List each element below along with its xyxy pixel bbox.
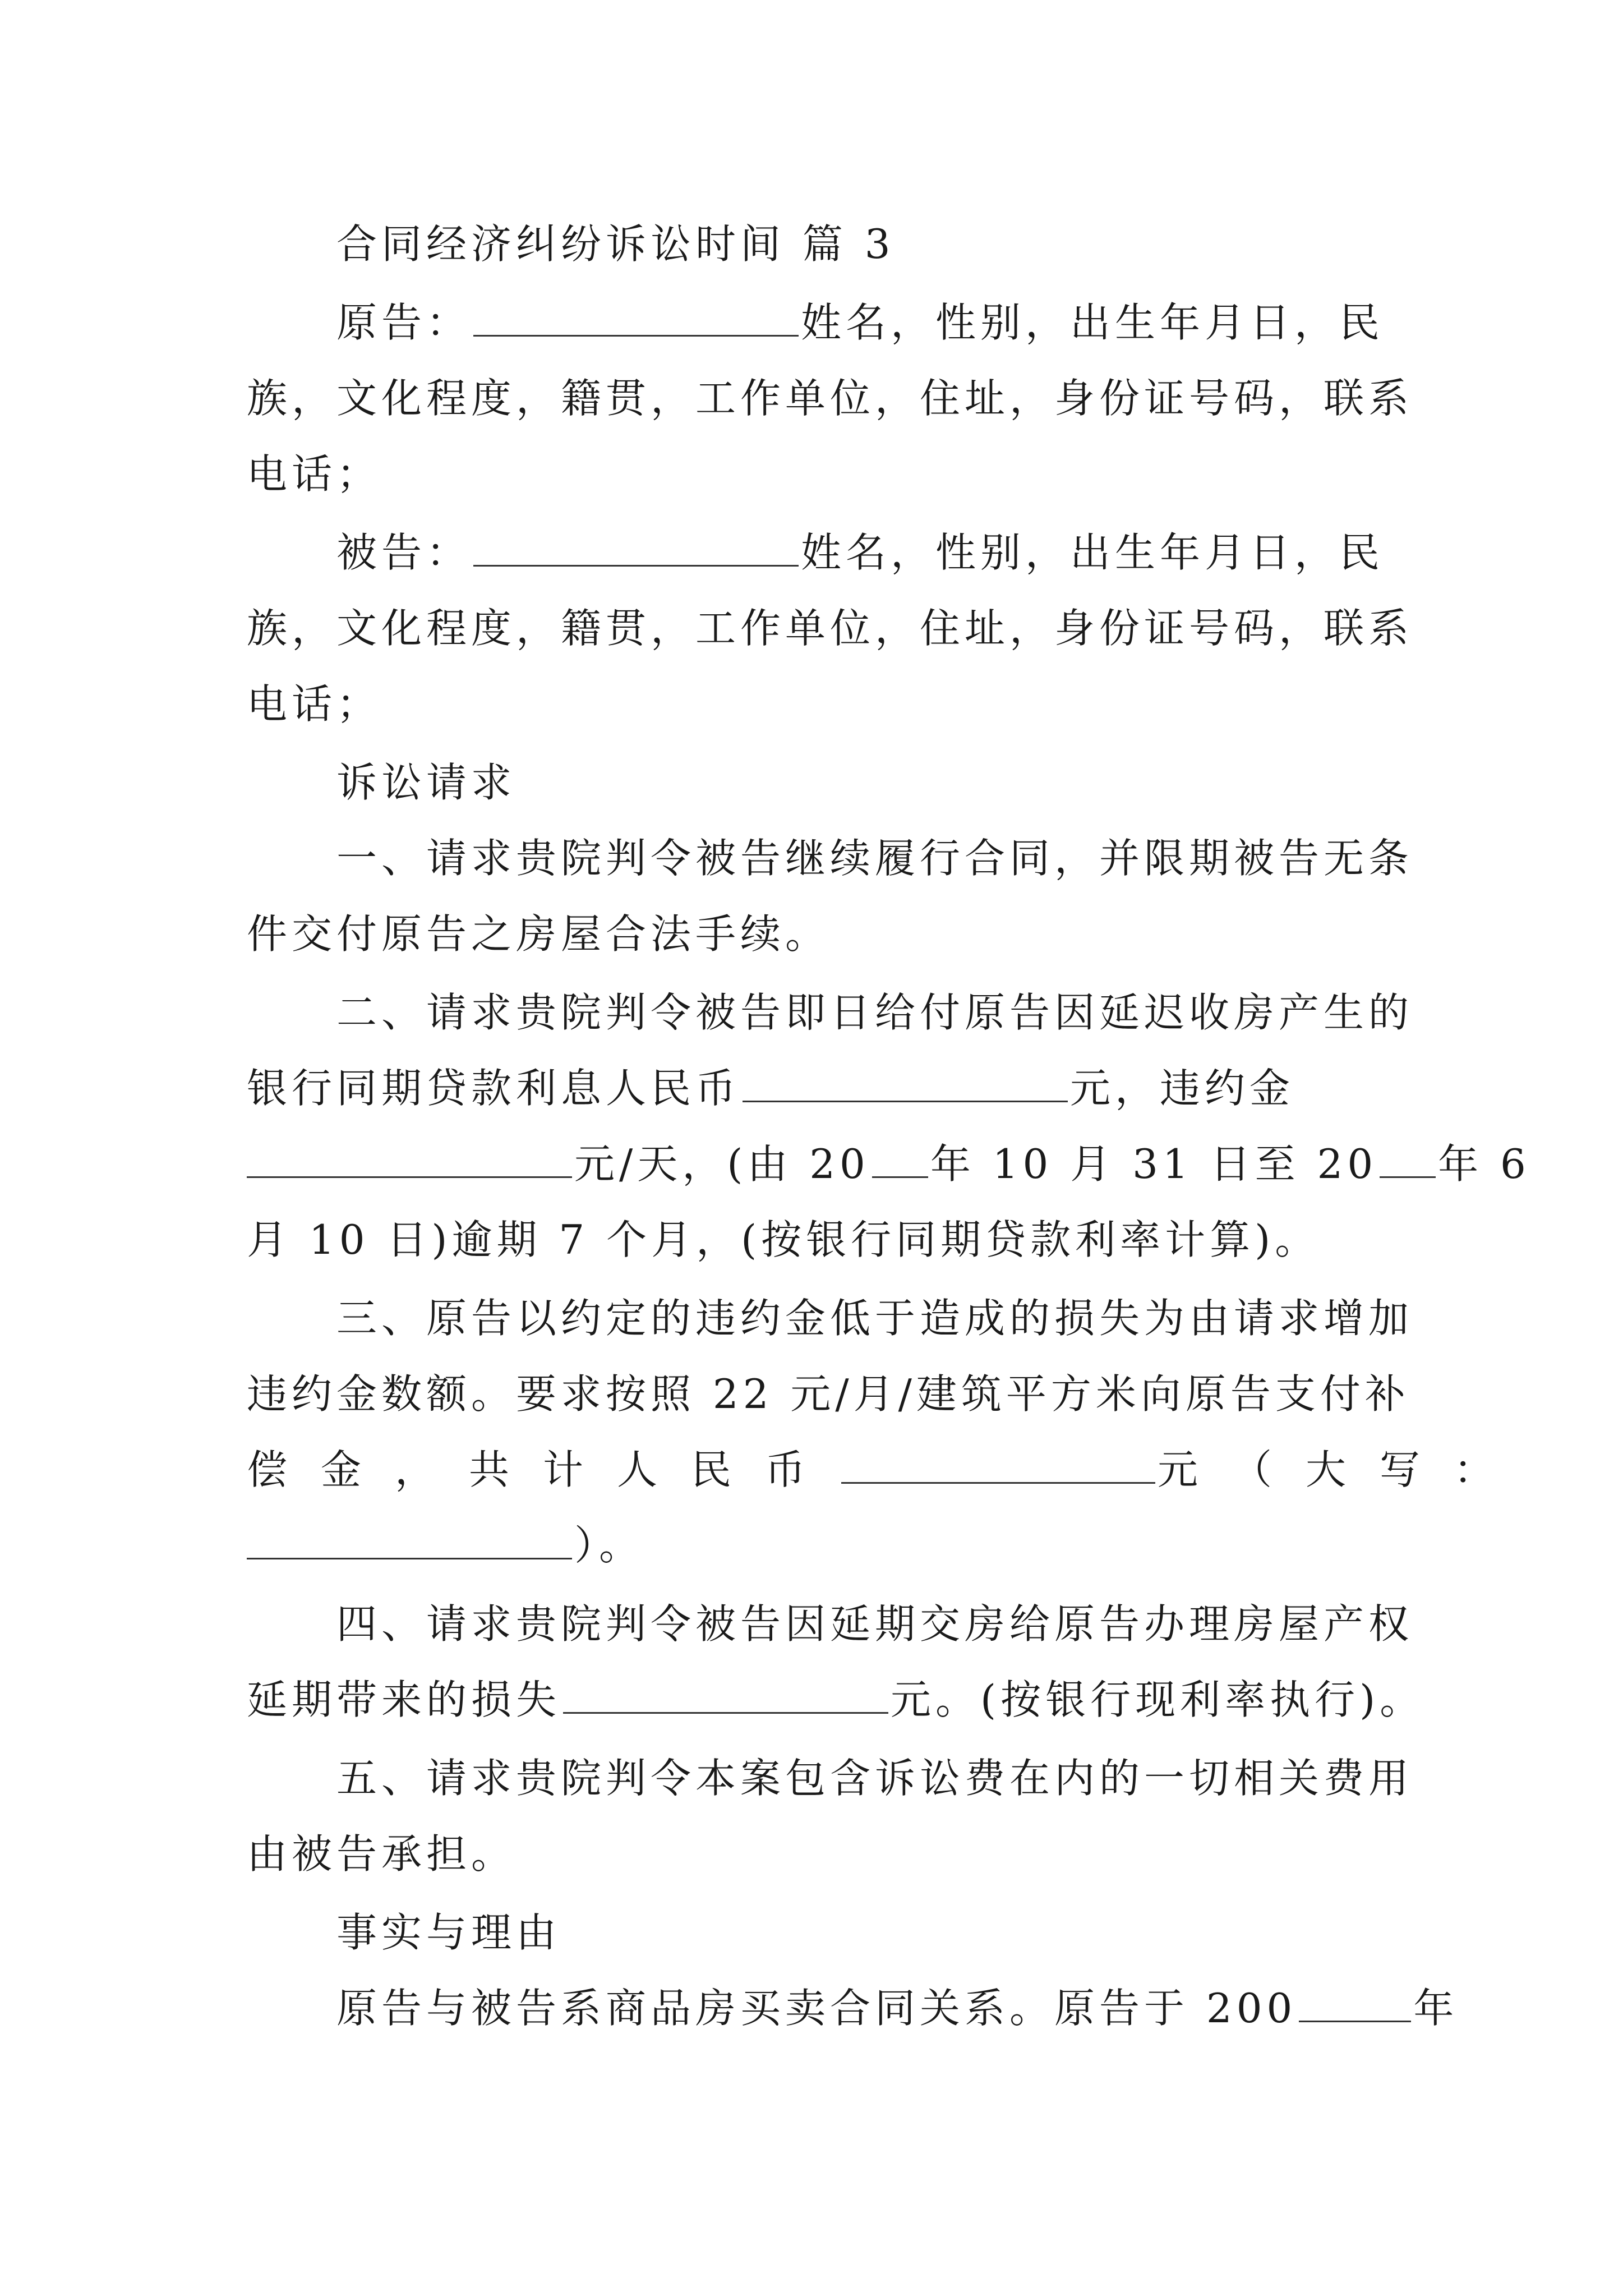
compensation-amount-blank[interactable]: [841, 1446, 1155, 1484]
interest-amount-blank[interactable]: [743, 1065, 1068, 1102]
defendant-label: 被告：: [336, 529, 472, 576]
facts-line-1-text-a: 原告与被告系商品房买卖合同关系。原告于 200: [336, 1985, 1297, 2032]
claim-3-line-4: [247, 1517, 1380, 1573]
claim-5-line-1: 五、请求贵院判令本案包含诉讼费在内的一切相关费用: [336, 1755, 1414, 1802]
claim-3-line-1: 三、原告以约定的违约金低于造成的损失为由请求增加: [336, 1295, 1414, 1342]
plaintiff-line-1-text: 姓名，性别，出生年月日，民: [801, 299, 1385, 346]
claim-1-line-2: 件交付原告之房屋合法手续。: [247, 910, 831, 958]
plaintiff-line-3: 电话；: [247, 450, 382, 498]
claim-3-line-3-text-a: 偿金，共计人民币: [247, 1446, 840, 1493]
claim-4-line-2-text-a: 延期带来的损失: [247, 1676, 561, 1723]
claim-2-line-3-text-b: 年 10 月 31 日至 20: [930, 1140, 1378, 1188]
loss-amount-blank[interactable]: [563, 1676, 888, 1714]
compensation-capital-blank[interactable]: [247, 1522, 572, 1559]
claim-2-line-3-text-c: 年 6: [1438, 1140, 1530, 1188]
claim-4-line-2: [247, 1672, 1425, 1728]
claim-2-line-3-text-a: 元/天，(由 20: [574, 1140, 870, 1188]
claim-2-line-1: 二、请求贵院判令被告即日给付原告因延迟收房产生的: [336, 989, 1414, 1036]
claim-3-line-4-text: ）。: [574, 1522, 644, 1569]
facts-line-1: [336, 1980, 1459, 2036]
start-year-blank[interactable]: [872, 1140, 928, 1178]
claim-3-line-3-text-b: 元（大写：: [1158, 1446, 1528, 1493]
defendant-line-3: 电话；: [247, 680, 382, 728]
claims-heading: 诉讼请求: [336, 759, 517, 806]
plaintiff-line-2: 族，文化程度，籍贯，工作单位，住址，身份证号码，联系: [247, 375, 1414, 422]
facts-heading: 事实与理由: [336, 1909, 561, 1956]
defendant-line-1: [336, 524, 1385, 581]
claim-2-line-2-text-b: 元，违约金: [1070, 1065, 1295, 1112]
facts-line-1-text-b: 年: [1413, 1985, 1459, 2032]
claim-2-line-4: 月 10 日)逾期 7 个月，(按银行同期贷款利率计算)。: [247, 1216, 1320, 1263]
plaintiff-line-1: [336, 295, 1385, 351]
penalty-per-day-blank[interactable]: [247, 1140, 572, 1178]
document-title: 合同经济纠纷诉讼时间 篇 3: [336, 220, 895, 268]
claim-2-line-2-text-a: 银行同期贷款利息人民币: [247, 1065, 741, 1112]
defendant-line-2: 族，文化程度，籍贯，工作单位，住址，身份证号码，联系: [247, 605, 1414, 652]
purchase-year-blank[interactable]: [1299, 1985, 1411, 2022]
claim-2-line-3: [247, 1136, 1530, 1192]
claim-5-line-2: 由被告承担。: [247, 1830, 517, 1878]
defendant-blank[interactable]: [473, 529, 799, 567]
defendant-line-1-text: 姓名，性别，出生年月日，民: [801, 529, 1385, 576]
claim-1-line-1: 一、请求贵院判令被告继续履行合同，并限期被告无条: [336, 835, 1414, 882]
plaintiff-label: 原告：: [336, 299, 472, 346]
claim-4-line-1: 四、请求贵院判令被告因延期交房给原告办理房屋产权: [336, 1600, 1414, 1648]
claim-3-line-2: 违约金数额。要求按照 22 元/月/建筑平方米向原告支付补: [247, 1370, 1410, 1418]
end-year-blank[interactable]: [1380, 1140, 1436, 1178]
claim-2-line-2: [247, 1060, 1380, 1116]
plaintiff-blank[interactable]: [473, 299, 799, 337]
claim-4-line-2-text-b: 元。(按银行现利率执行)。: [891, 1676, 1425, 1723]
claim-3-line-3: [247, 1442, 1528, 1498]
